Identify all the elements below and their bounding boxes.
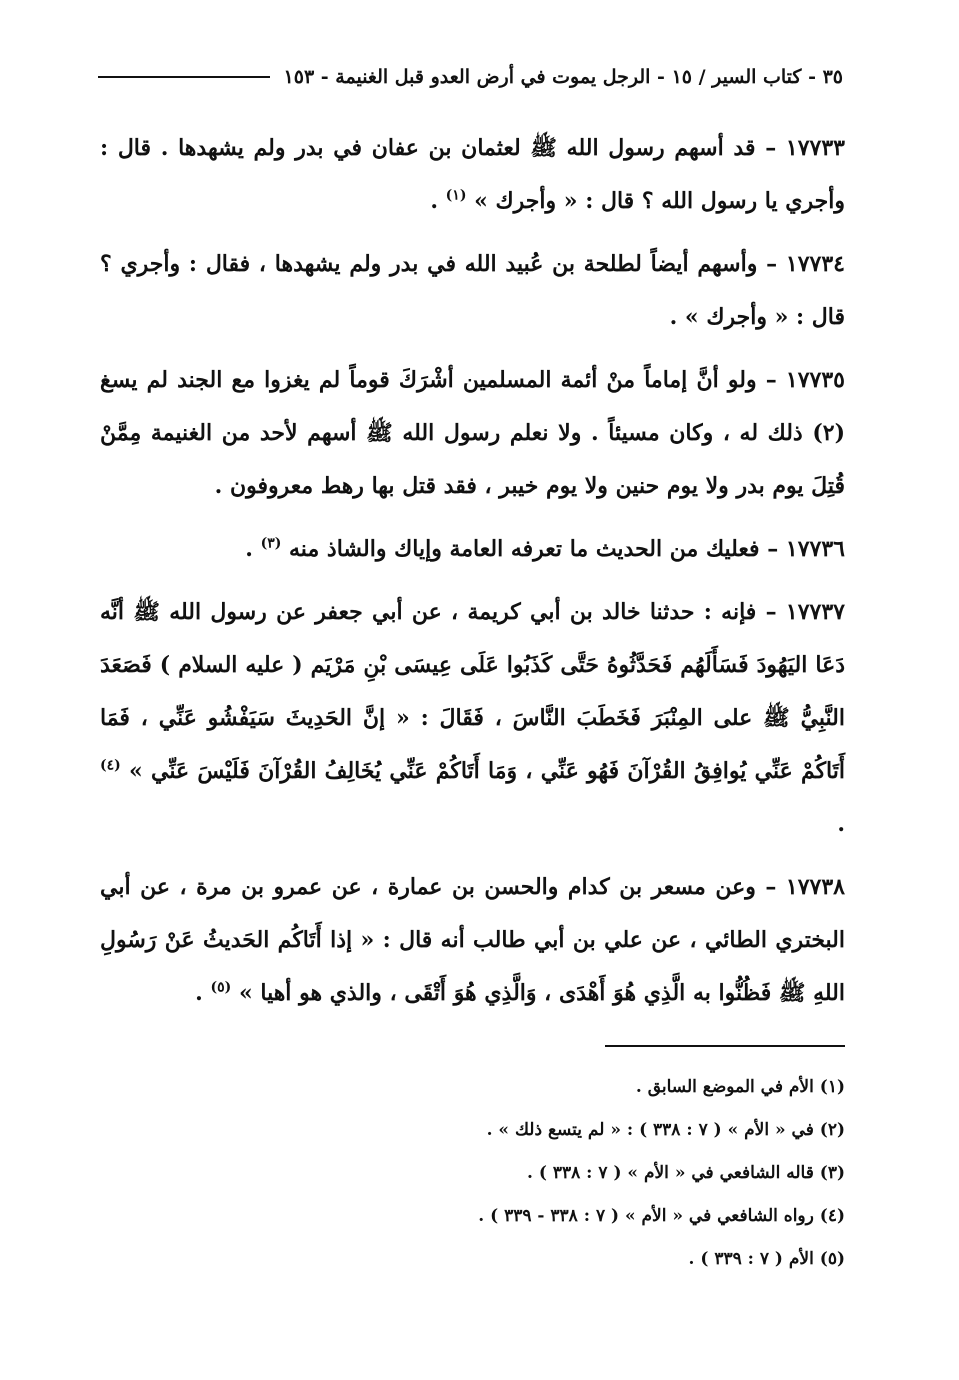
header-rule — [98, 76, 270, 78]
footnotes — [100, 1066, 845, 1281]
footnote-item: (٢) في « الأم » ( ٧ : ٣٣٨ ) : « لم يتسع ذلك » . — [486, 1120, 845, 1140]
hadith-text: فعليك من الحديث ما تعرفه العامة وإياك والشاذ منه — [289, 536, 760, 562]
footnote-ref: (٤) — [100, 757, 121, 774]
hadith-paragraph: ١٧٧٣٤ – وأسهم أيضاً لطلحة بن عُبيد الله في بدر ولم يشهدها ، فقال : وأجري ؟ قال : « وأجرك » . — [100, 251, 845, 330]
footnote-ref: (٣) — [260, 535, 282, 552]
hadith-number: ١٧٧٣٦ — [785, 536, 845, 562]
hadith-text: فإنه : حدثنا خالد بن أبي كريمة ، عن أبي جعفر عن رسول الله ﷺ أنَّه دَعَا اليَهُودَ فَسَأَلَهُم فَحَدَّثُوهُ حَتَّى كَذَبُوا عَلَى عِيسَى بْنِ مَرْيَم ( عليه السلام ) فَصَعَدَ النَّبِيُّ ﷺ على المِنْبَرَ فَخَطَبَ النَّاسَ ، فَقَالَ : « إنَّ الحَدِيثَ سَيَفْشُو عَنِّي ، فَمَا أَتَاكُمْ عَنِّي يُوافِقُ القُرْآنَ فَهُو عَنِّي ، وَمَا أَتَاكُمْ عَنِّي يُخَالِفُ القُرْآنَ فَلَيْسَ عَنِّي » — [100, 599, 845, 784]
footnote-item: (٣) قاله الشافعي في « الأم » ( ٧ : ٣٣٨ ) . — [527, 1163, 845, 1183]
hadith-number: ١٧٧٣٣ — [785, 135, 845, 161]
running-header — [98, 66, 843, 88]
hadith-paragraph: ١٧٧٣٦ – فعليك من الحديث ما تعرفه العامة وإياك والشاذ منه $^{(٣)}$ . — [245, 535, 845, 562]
hadith-paragraph: ١٧٧٣٧ – فإنه : حدثنا خالد بن أبي كريمة ، عن أبي جعفر عن رسول الله ﷺ أنَّه دَعَا اليَهُودَ فَسَأَلَهُم فَحَدَّثُوهُ حَتَّى كَذَبُوا عَلَى عِيسَى بْنِ مَرْيَم ( عليه السلام ) فَصَعَدَ النَّبِيُّ ﷺ على المِنْبَرَ فَخَطَبَ النَّاسَ ، فَقَالَ : « إنَّ الحَدِيثَ سَيَفْشُو عَنِّي ، فَمَا أَتَاكُمْ عَنِّي يُوافِقُ القُرْآنَ فَهُو عَنِّي ، وَمَا أَتَاكُمْ عَنِّي يُخَالِفُ القُرْآنَ فَلَيْسَ عَنِّي » $^{(٤)}$ . — [100, 599, 845, 837]
hadith-paragraph: ١٧٧٣٣ – قد أسهم رسول الله ﷺ لعثمان بن عفان في بدر ولم يشهدها . قال : وأجري يا رسول الله ؟ قال : « وأجرك » $^{(١)}$ . — [100, 135, 845, 214]
footnote-ref: (١) — [445, 187, 467, 204]
footnote-ref: (٥) — [210, 979, 232, 996]
hadith-text: ولو أنَّ إماماً منْ أئمة المسلمين أشْرَكَ قوماً لم يغزوا مع الجند لم يسغ (٢) ذلك له ، وكان مسيئاً . ولا نعلم رسول الله ﷺ أسهم لأحد من الغنيمة مِمَّنْ قُتِلَ يوم بدر ولا يوم حنين ولا يوم خيبر ، فقد قتل بها رهط معروفون . — [100, 367, 845, 499]
paragraph-end: . — [837, 811, 845, 837]
footnote-item: (٤) رواه الشافعي في « الأم » ( ٧ : ٣٣٨ - ٣٣٩ ) . — [478, 1206, 845, 1226]
hadith-paragraph: ١٧٧٣٥ – ولو أنَّ إماماً منْ أئمة المسلمين أشْرَكَ قوماً لم يغزوا مع الجند لم يسغ (٢) ذلك له ، وكان مسيئاً . ولا نعلم رسول الله ﷺ أسهم لأحد من الغنيمة مِمَّنْ قُتِلَ يوم بدر ولا يوم حنين ولا يوم خيبر ، فقد قتل بها رهط معروفون . — [100, 367, 845, 499]
footnote-divider — [605, 1045, 845, 1047]
hadith-text: قد أسهم رسول الله ﷺ لعثمان بن عفان في بدر ولم يشهدها . قال : وأجري يا رسول الله ؟ قال : « وأجرك » — [100, 135, 845, 214]
hadith-number: ١٧٧٣٥ — [785, 367, 845, 393]
footnote-item: (١) الأم في الموضع السابق . — [635, 1077, 845, 1097]
hadith-text: وعن مسعر بن كدام والحسن بن عمارة ، عن عمرو بن مرة ، عن أبي البختري الطائي ، عن علي بن أبي طالب أنه قال : « إذا أَتَاكُم الحَديثُ عَنْ رَسُولِ اللهِ ﷺ فَظُنُّوا به الَّذِي هُوَ أَهْدَى ، وَالَّذِي هُوَ أَتْقَى ، والذي هو أهيا » — [100, 874, 845, 1006]
header-title: ٣٥ - كتاب السير / ١٥ - الرجل يموت في أرض العدو قبل الغنيمة - ١٥٣ — [283, 66, 843, 88]
footnote-item: (٥) الأم ( ٧ : ٣٣٩ ) . — [688, 1249, 845, 1269]
paragraph-end: . — [245, 536, 261, 562]
hadith-paragraph: ١٧٧٣٨ – وعن مسعر بن كدام والحسن بن عمارة ، عن عمرو بن مرة ، عن أبي البختري الطائي ، عن علي بن أبي طالب أنه قال : « إذا أَتَاكُم الحَديثُ عَنْ رَسُولِ اللهِ ﷺ فَظُنُّوا به الَّذِي هُوَ أَهْدَى ، وَالَّذِي هُوَ أَتْقَى ، والذي هو أهيا » $^{(٥)}$ . — [100, 874, 845, 1006]
hadith-number: ١٧٧٣٨ — [785, 874, 845, 900]
main-text — [100, 122, 845, 1030]
paragraph-end: . — [195, 980, 211, 1006]
hadith-text: وأسهم أيضاً لطلحة بن عُبيد الله في بدر ولم يشهدها ، فقال : وأجري ؟ قال : « وأجرك » . — [100, 251, 845, 330]
hadith-number: ١٧٧٣٤ — [785, 251, 845, 277]
paragraph-end: . — [430, 188, 446, 214]
hadith-number: ١٧٧٣٧ — [785, 599, 845, 625]
